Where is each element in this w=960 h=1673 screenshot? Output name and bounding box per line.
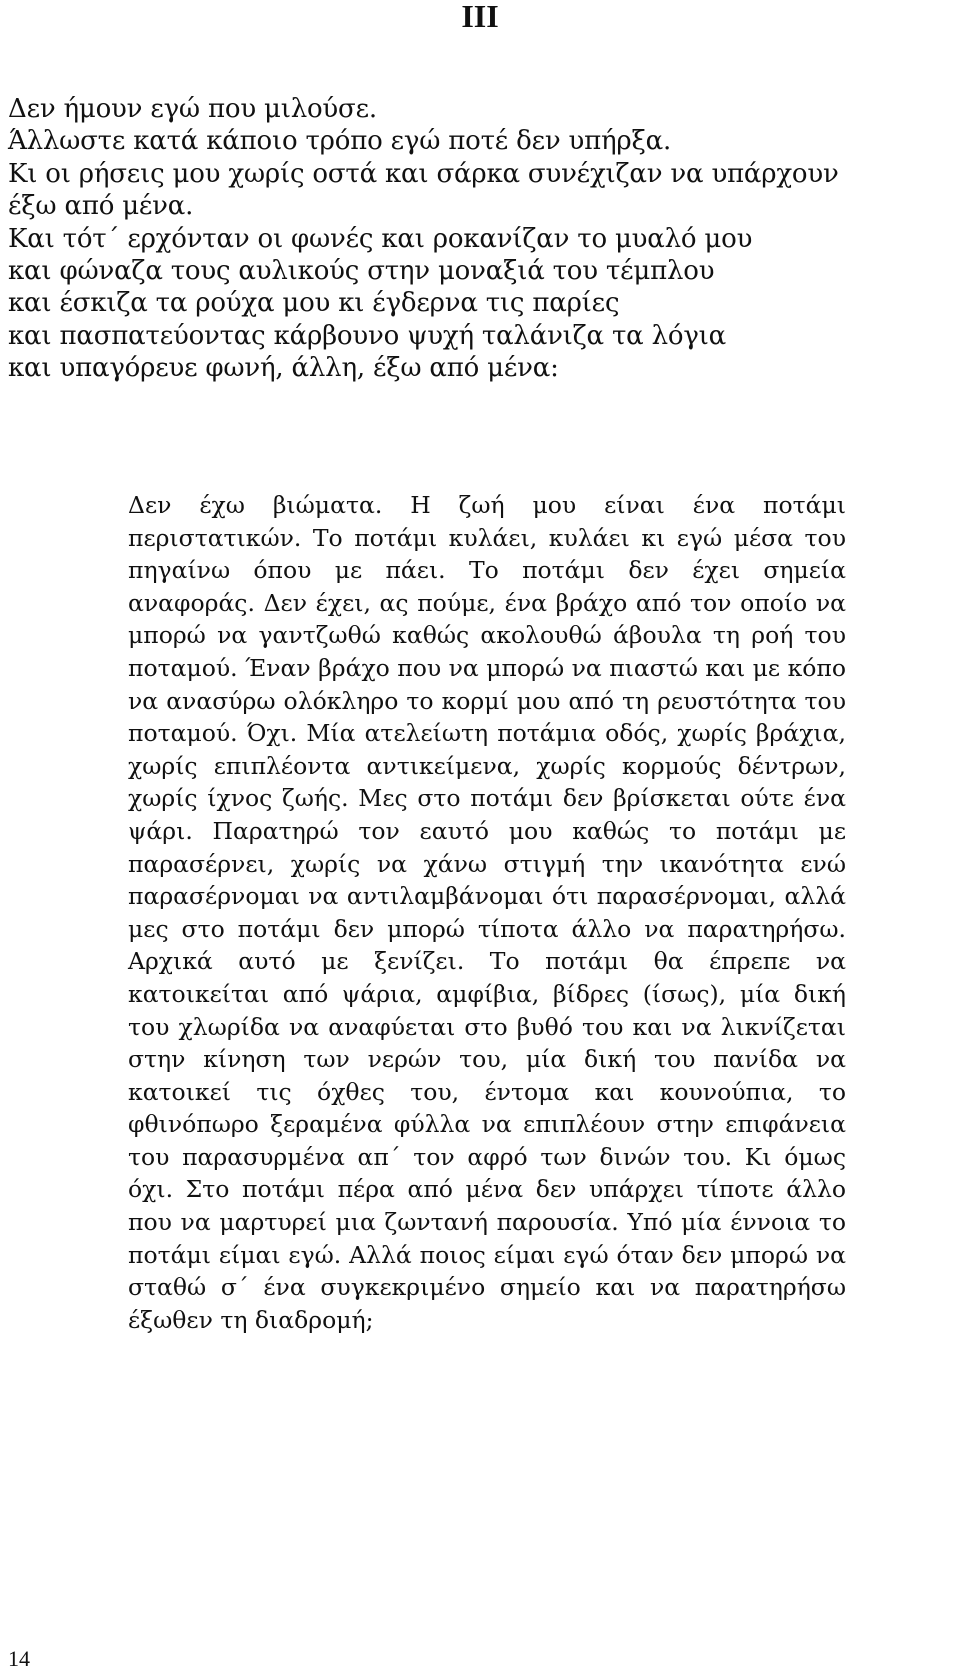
poem-line: Δεν ήμουν εγώ που μιλούσε. (8, 94, 377, 124)
poem-line: έξω από μένα. (8, 191, 194, 222)
page-number: 14 (8, 1646, 30, 1671)
poem-line: Άλλωστε κατά κάποιο τρόπο εγώ ποτέ δεν υπήρξα. (8, 126, 672, 157)
poem-line: Και τότ΄ ερχόνταν οι φωνές και ροκανίζαν το μυαλό μου (8, 223, 753, 254)
poem-stanza (8, 93, 908, 385)
poem-line: και έσκιζα τα ρούχα μου κι έγδερνα τις παρίες (8, 288, 620, 319)
poem-line: και φώναζα τους αυλικούς στην μοναξιά του τέμπλου (8, 256, 715, 287)
poem-line: και υπαγόρευε φωνή, άλλη, έξω από μένα: (8, 353, 559, 384)
poem-line: Κι οι ρήσεις μου χωρίς οστά και σάρκα συνέχιζαν να υπάρχουν (8, 158, 839, 189)
prose-paragraph: Δεν έχω βιώματα. Η ζωή μου είναι ένα ποτάμι περιστατικών. Το ποτάμι κυλάει, κυλάει κι εγώ μέσα του πηγαίνω όπου με πάει. Το ποτάμι δεν έχει σημεία αναφοράς. Δεν έχει, ας πούμε, ένα βράχο από τον οποίο να μπορώ να γαντζωθώ καθώς ακολουθώ άβουλα τη ροή του ποταμού. Έναν βράχο που να μπορώ να πιαστώ και με κόπο να ανασύρω ολόκληρο το κορμί μου από τη ρευστότητα του ποταμού. Όχι. Μία ατελείωτη ποτάμια οδός, χωρίς βράχια, χωρίς επιπλέοντα αντικείμενα, χωρίς κορμούς δέντρων, χωρίς ίχνος ζωής. Μες στο ποτάμι δεν βρίσκεται ούτε ένα ψάρι. Παρατηρώ τον εαυτό μου καθώς το ποτάμι με παρασέρνει, χωρίς να χάνω στιγμή την ικανότητα ενώ παρασέρνομαι να αντιλαμβάνομαι ότι παρασέρνομαι, αλλά μες στο ποτάμι δεν μπορώ τίποτα άλλο να παρατηρήσω. Αρχικά αυτό με ξενίζει. Το ποτάμι θα έπρεπε να κατοικείται από ψάρια, αμφίβια, βίδρες (ίσως), μία δική του χλωρίδα να αναφύεται στο βυθό του και να λικνίζεται στην κίνηση των νερών του, μία δική του πανίδα να κατοικεί τις όχθες του, έντομα και κουνούπια, το φθινόπωρο ξεραμένα φύλλα να επιπλέουν στην επιφάνεια του παρασυρμένα απ΄ τον αφρό των δινών του. Κι όμως όχι. Στο ποτάμι πέρα από μένα δεν υπάρχει τίποτε άλλο που να μαρτυρεί μια ζωντανή παρουσία. Υπό μία έννοια το ποτάμι είμαι εγώ. Αλλά ποιος είμαι εγώ όταν δεν μπορώ να σταθώ σ΄ ένα συγκεκριμένο σημείο και να παρατηρήσω έξωθεν τη διαδρομή; (128, 491, 847, 1334)
poem-line: και πασπατεύοντας κάρβουνο ψυχή ταλάνιζα τα λόγια (8, 320, 727, 351)
chapter-heading: III (461, 0, 499, 34)
